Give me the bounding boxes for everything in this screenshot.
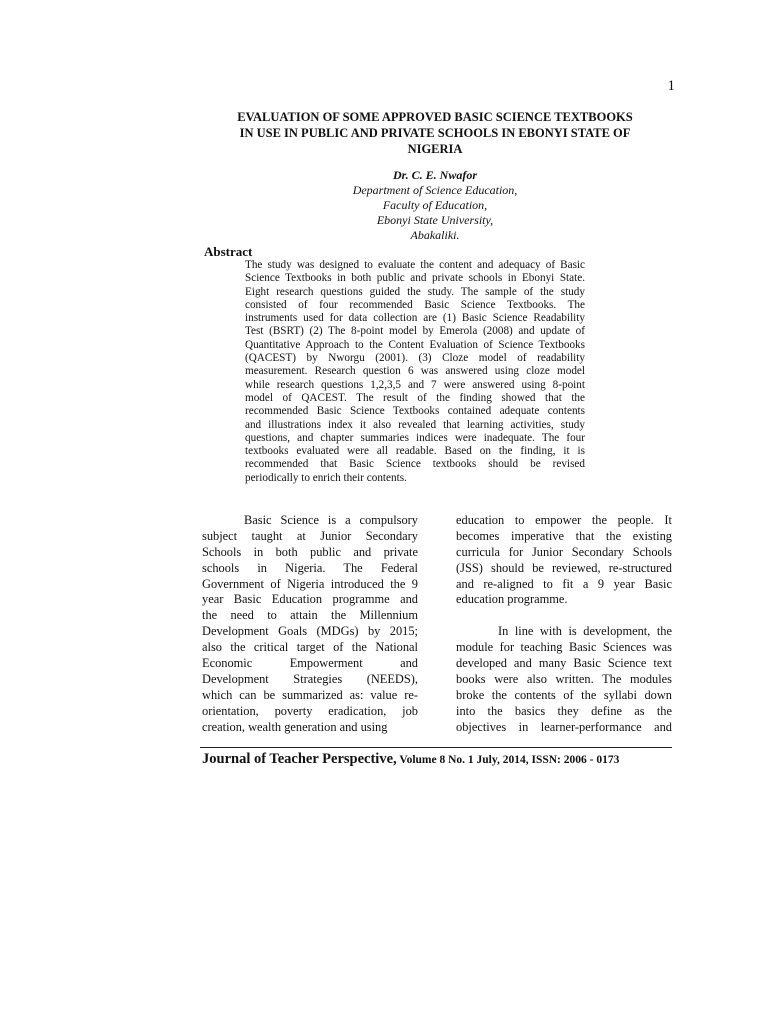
body-line: Government of Nigeria introduced the 9 [202, 576, 418, 591]
body-line: subject taught at Junior Secondary [202, 528, 418, 543]
body-line: (JSS) should be reviewed, re-structured [456, 560, 672, 575]
affiliation-line: Faculty of Education, [382, 198, 488, 212]
abstract-text [245, 259, 585, 485]
page-number: 1 [667, 78, 675, 94]
abstract-line: (QACEST) by Nworgu (2001). (3) Cloze model of readability [245, 352, 585, 365]
journal-footer [202, 750, 619, 768]
abstract-line: Test (BSRT) (2) The 8-point model by Emerola (2008) and update of [245, 325, 585, 338]
body-line: Basic Science is a compulsory [244, 513, 418, 527]
abstract-line: The study was designed to evaluate the content and adequacy of Basic [245, 259, 585, 271]
body-line: developed and many Basic Science text [456, 656, 672, 671]
abstract-line: periodically to enrich their contents. [245, 471, 407, 484]
body-line: books were also written. The modules [456, 671, 672, 686]
body-line: year Basic Education programme and [202, 592, 418, 607]
body-line: Economic Empowerment and [202, 656, 418, 671]
body-line: education to empower the people. It [456, 513, 672, 527]
body-line: into the basics they define as the [456, 703, 672, 718]
paper-title [200, 109, 670, 157]
footer-divider [200, 747, 672, 748]
abstract-line: recommended Basic Science Textbooks contained adequate contents [245, 405, 585, 418]
title-line: EVALUATION OF SOME APPROVED BASIC SCIENCE TEXTBOOKS [237, 110, 633, 124]
title-line: NIGERIA [407, 142, 463, 156]
abstract-line: recommended that Basic Science textbooks should be revised [245, 458, 585, 471]
abstract-heading: Abstract [204, 244, 253, 259]
abstract-line: Quantitative Approach to the Content Evaluation of Science Textbooks [245, 338, 585, 351]
body-line: objectives in learner-performance and [456, 719, 672, 734]
body-line: schools in Nigeria. The Federal [202, 560, 418, 575]
body-line: which can be summarized as: value re- [202, 687, 418, 702]
body-line: becomes imperative that the existing [456, 528, 672, 543]
body-line: Schools in both public and private [202, 544, 418, 559]
body-line: creation, wealth generation and using [202, 719, 388, 734]
body-line: broke the contents of the syllabi down [456, 687, 672, 702]
author-block [200, 168, 670, 243]
journal-name: Journal of Teacher Perspective, [202, 751, 397, 767]
affiliation-line: Ebonyi State University, [376, 213, 494, 227]
abstract-line: textbooks evaluated were all readable. Based on the finding, it is [245, 445, 585, 458]
abstract-line: consisted of four recommended Basic Science Textbooks. The [245, 298, 585, 311]
abstract-line: Science Textbooks in both public and private schools in Ebonyi State. [245, 272, 585, 285]
abstract-line: Eight research questions guided the study. The sample of the study [245, 285, 585, 298]
journal-issue: Volume 8 No. 1 July, 2014, ISSN: 2006 - 0173 [396, 754, 620, 766]
body-line: orientation, poverty eradication, job [202, 703, 418, 718]
abstract-line: model of QACEST. The result of the finding showed that the [245, 391, 585, 404]
affiliation-line: Department of Science Education, [352, 183, 518, 197]
title-line: IN USE IN PUBLIC AND PRIVATE SCHOOLS IN EBONYI STATE OF [239, 126, 631, 140]
abstract-line: while research questions 1,2,3,5 and 7 were answered using 8-point [245, 378, 585, 391]
body-line: module for teaching Basic Sciences was [456, 640, 672, 655]
abstract-line: questions, and chapter summaries indices were inadequate. The four [245, 431, 585, 444]
abstract-line: measurement. Research question 6 was answered using cloze model [245, 365, 585, 378]
abstract-line: and illustrations index it also revealed that learning activities, study [245, 418, 585, 431]
body-line: education programme. [456, 592, 568, 607]
affiliation-line: Abakaliki. [410, 228, 460, 242]
body-line: curricula for Junior Secondary Schools [456, 544, 672, 559]
body-line: and re-aligned to fit a 9 year Basic [456, 576, 672, 591]
body-line: In line with is development, the [498, 624, 672, 639]
body-column-right [456, 513, 672, 735]
abstract-line: instruments used for data collection are (1) Basic Science Readability [245, 312, 585, 325]
author-name: Dr. C. E. Nwafor [392, 168, 478, 182]
body-column-left [202, 513, 418, 735]
body-line: also the critical target of the National [202, 640, 418, 655]
body-line: Development Goals (MDGs) by 2015; [202, 624, 418, 639]
body-line: the need to attain the Millennium [202, 608, 418, 623]
body-line: Development Strategies (NEEDS), [202, 671, 418, 686]
